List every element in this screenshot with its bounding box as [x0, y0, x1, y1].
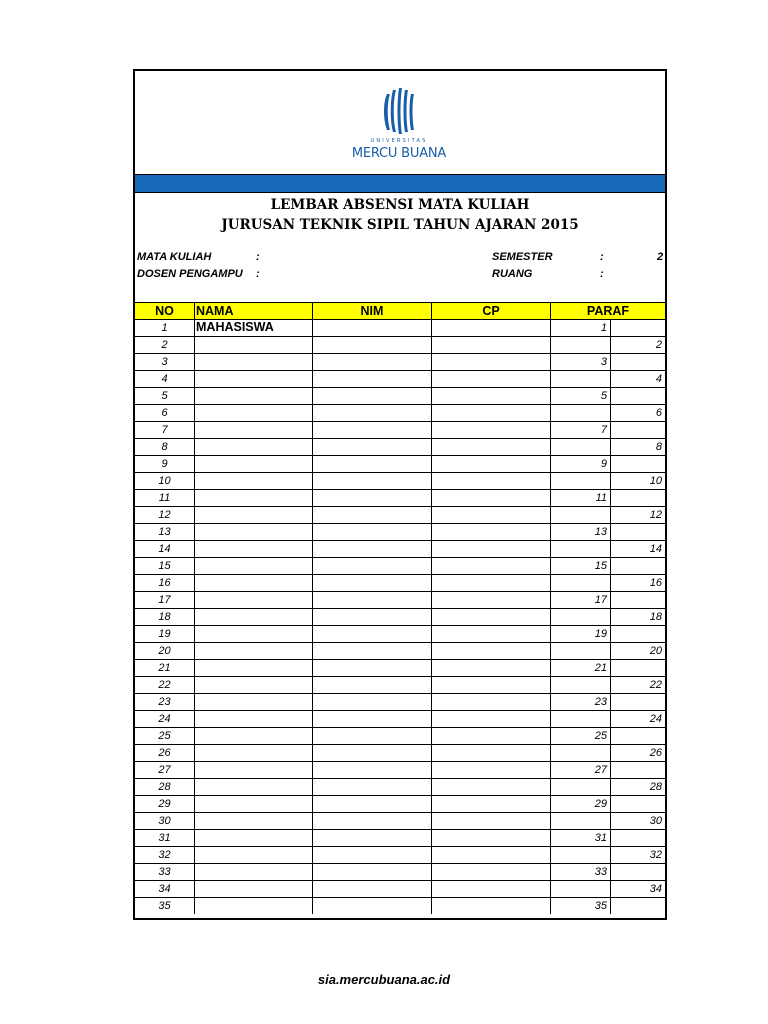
- paraf-right-cell[interactable]: 30: [649, 815, 662, 827]
- cp-cell[interactable]: [432, 422, 551, 438]
- table-row: [135, 541, 665, 558]
- logo-university-label: UNIVERSITAS: [370, 138, 428, 144]
- nim-cell[interactable]: [313, 677, 432, 693]
- paraf-left-cell[interactable]: [551, 439, 611, 455]
- row-number: 33: [135, 864, 195, 880]
- paraf-right-cell[interactable]: 4: [655, 373, 662, 385]
- row-number: 17: [135, 592, 195, 608]
- paraf-right-cell[interactable]: 22: [649, 679, 662, 691]
- paraf-left-cell[interactable]: 33: [551, 864, 611, 880]
- paraf-right-cell[interactable]: [611, 898, 665, 914]
- table-row: [135, 439, 665, 456]
- cp-cell[interactable]: [432, 898, 551, 914]
- paraf-right-cell[interactable]: 16: [649, 577, 662, 589]
- row-number: 30: [135, 813, 195, 829]
- table-row: [135, 626, 665, 643]
- paraf-left-cell[interactable]: 19: [551, 626, 611, 642]
- nama-mahasiswa-cell[interactable]: [195, 388, 313, 404]
- title-block: [135, 195, 665, 235]
- nama-mahasiswa-cell[interactable]: [195, 456, 313, 472]
- semester-label: SEMESTER: [492, 251, 553, 263]
- table-row: [135, 881, 665, 898]
- nama-mahasiswa-cell[interactable]: [195, 796, 313, 812]
- table-row: [135, 643, 665, 660]
- row-number: 13: [135, 524, 195, 540]
- nim-cell[interactable]: [313, 473, 432, 489]
- attendance-sheet: [133, 69, 667, 920]
- paraf-right-cell[interactable]: [611, 592, 665, 608]
- table-row: [135, 473, 665, 490]
- paraf-right-cell[interactable]: [611, 388, 665, 404]
- table-row: [135, 660, 665, 677]
- ruang-colon: :: [600, 268, 604, 280]
- nama-mahasiswa-cell[interactable]: [195, 541, 313, 557]
- semester-colon: :: [600, 251, 604, 263]
- cp-cell[interactable]: [432, 490, 551, 506]
- table-row: [135, 898, 665, 915]
- nim-cell[interactable]: [313, 745, 432, 761]
- paraf-right-cell[interactable]: [611, 558, 665, 574]
- row-number: 15: [135, 558, 195, 574]
- cp-cell[interactable]: [432, 864, 551, 880]
- cp-cell[interactable]: [432, 711, 551, 727]
- paraf-left-cell[interactable]: 35: [551, 898, 611, 914]
- paraf-left-cell[interactable]: 23: [551, 694, 611, 710]
- cp-cell[interactable]: [432, 728, 551, 744]
- nim-cell[interactable]: [313, 320, 432, 336]
- header-paraf: PARAF: [586, 304, 630, 318]
- cp-cell[interactable]: [432, 371, 551, 387]
- table-row: [135, 592, 665, 609]
- nama-mahasiswa-cell[interactable]: [195, 507, 313, 523]
- paraf-right-cell[interactable]: 28: [649, 781, 662, 793]
- paraf-right-cell[interactable]: 20: [649, 645, 662, 657]
- title-line-2: JURUSAN TEKNIK SIPIL TAHUN AJARAN 2015: [221, 217, 579, 233]
- paraf-left-cell[interactable]: [551, 711, 611, 727]
- nim-cell[interactable]: [313, 711, 432, 727]
- paraf-right-cell[interactable]: [611, 490, 665, 506]
- paraf-left-cell[interactable]: 27: [551, 762, 611, 778]
- row-number: 32: [135, 847, 195, 863]
- cp-cell[interactable]: [432, 405, 551, 421]
- cp-cell[interactable]: [432, 779, 551, 795]
- paraf-left-cell[interactable]: 29: [551, 796, 611, 812]
- nama-mahasiswa-cell[interactable]: [195, 864, 313, 880]
- nim-cell[interactable]: [313, 558, 432, 574]
- mata-kuliah-label: MATA KULIAH: [137, 251, 212, 263]
- nim-cell[interactable]: [313, 762, 432, 778]
- nim-cell[interactable]: [313, 830, 432, 846]
- table-row: [135, 864, 665, 881]
- nama-mahasiswa-cell[interactable]: [195, 371, 313, 387]
- row-number: 22: [135, 677, 195, 693]
- table-row: [135, 796, 665, 813]
- nama-mahasiswa-cell[interactable]: [195, 762, 313, 778]
- nim-cell[interactable]: [313, 643, 432, 659]
- nim-cell[interactable]: [313, 388, 432, 404]
- paraf-left-cell[interactable]: 21: [551, 660, 611, 676]
- cp-cell[interactable]: [432, 643, 551, 659]
- table-row: [135, 728, 665, 745]
- row-number: 9: [135, 456, 195, 472]
- row-number: 5: [135, 388, 195, 404]
- nim-cell[interactable]: [313, 592, 432, 608]
- table-row: [135, 609, 665, 626]
- cp-cell[interactable]: [432, 439, 551, 455]
- nama-mahasiswa-cell[interactable]: [195, 337, 313, 353]
- paraf-left-cell[interactable]: 11: [551, 490, 611, 506]
- cp-cell[interactable]: [432, 745, 551, 761]
- paraf-right-cell[interactable]: [611, 524, 665, 540]
- nama-mahasiswa-cell[interactable]: [195, 558, 313, 574]
- nim-cell[interactable]: [313, 456, 432, 472]
- nama-mahasiswa-cell[interactable]: [195, 677, 313, 693]
- table-row: [135, 456, 665, 473]
- paraf-right-cell[interactable]: [611, 728, 665, 744]
- cp-cell[interactable]: [432, 694, 551, 710]
- paraf-right-cell[interactable]: [611, 422, 665, 438]
- nim-cell[interactable]: [313, 626, 432, 642]
- nim-cell[interactable]: [313, 694, 432, 710]
- cp-cell[interactable]: [432, 541, 551, 557]
- paraf-left-cell[interactable]: 7: [551, 422, 611, 438]
- cp-cell[interactable]: [432, 677, 551, 693]
- cp-cell[interactable]: [432, 354, 551, 370]
- paraf-right-cell[interactable]: 2: [655, 339, 662, 351]
- cp-cell[interactable]: [432, 558, 551, 574]
- table-row: [135, 354, 665, 371]
- paraf-right-cell[interactable]: 14: [649, 543, 662, 555]
- cp-cell[interactable]: [432, 830, 551, 846]
- nama-mahasiswa-cell[interactable]: [195, 898, 313, 914]
- table-row: [135, 762, 665, 779]
- paraf-left-cell[interactable]: [551, 779, 611, 795]
- nim-cell[interactable]: [313, 864, 432, 880]
- paraf-right-cell[interactable]: 18: [649, 611, 662, 623]
- row-number: 4: [135, 371, 195, 387]
- paraf-left-cell[interactable]: 25: [551, 728, 611, 744]
- table-row: [135, 745, 665, 762]
- paraf-right-cell[interactable]: [611, 762, 665, 778]
- paraf-left-cell[interactable]: [551, 473, 611, 489]
- row-number: 10: [135, 473, 195, 489]
- table-body: [135, 320, 665, 915]
- footer-url[interactable]: sia.mercubuana.ac.id: [317, 972, 451, 987]
- nama-mahasiswa-cell[interactable]: [195, 575, 313, 591]
- nama-mahasiswa-cell[interactable]: [195, 320, 313, 336]
- cp-cell[interactable]: [432, 575, 551, 591]
- nim-cell[interactable]: [313, 796, 432, 812]
- paraf-left-cell[interactable]: 31: [551, 830, 611, 846]
- row-number: 2: [135, 337, 195, 353]
- paraf-left-cell[interactable]: 9: [551, 456, 611, 472]
- paraf-right-cell[interactable]: [611, 354, 665, 370]
- nama-mahasiswa-cell[interactable]: [195, 694, 313, 710]
- cp-cell[interactable]: [432, 847, 551, 863]
- paraf-right-cell[interactable]: 8: [655, 441, 662, 453]
- nama-mahasiswa-cell[interactable]: [195, 609, 313, 625]
- paraf-right-cell[interactable]: 32: [649, 849, 662, 861]
- table-row: [135, 337, 665, 354]
- paraf-left-cell[interactable]: 13: [551, 524, 611, 540]
- nama-mahasiswa-cell[interactable]: [195, 354, 313, 370]
- paraf-right-cell[interactable]: 34: [649, 883, 662, 895]
- paraf-left-cell[interactable]: 17: [551, 592, 611, 608]
- nama-mahasiswa-cell[interactable]: [195, 728, 313, 744]
- paraf-left-cell[interactable]: 5: [551, 388, 611, 404]
- ruang-label: RUANG: [492, 268, 533, 280]
- table-row: [135, 677, 665, 694]
- logo-area: [135, 71, 665, 174]
- paraf-left-cell[interactable]: 15: [551, 558, 611, 574]
- table-row: [135, 422, 665, 439]
- row-number: 28: [135, 779, 195, 795]
- blue-band: [135, 174, 665, 193]
- nama-mahasiswa-cell[interactable]: [195, 779, 313, 795]
- nama-mahasiswa-cell[interactable]: [195, 405, 313, 421]
- semester-value: 2: [657, 251, 664, 263]
- paraf-right-cell[interactable]: 10: [649, 475, 662, 487]
- paraf-left-cell[interactable]: [551, 813, 611, 829]
- dosen-pengampu-label: DOSEN PENGAMPU: [137, 268, 243, 280]
- nama-mahasiswa-cell[interactable]: [195, 643, 313, 659]
- nama-mahasiswa-cell[interactable]: [195, 439, 313, 455]
- row-number: 8: [135, 439, 195, 455]
- cp-cell[interactable]: [432, 813, 551, 829]
- paraf-left-cell[interactable]: 1: [551, 320, 611, 336]
- paraf-left-cell[interactable]: 3: [551, 354, 611, 370]
- paraf-right-cell[interactable]: 6: [655, 407, 662, 419]
- row-number: 25: [135, 728, 195, 744]
- mercu-buana-logo: [343, 86, 455, 166]
- row-number: 23: [135, 694, 195, 710]
- header-nama-mahasiswa: NAMA MAHASISWA: [195, 303, 313, 319]
- cp-cell[interactable]: [432, 388, 551, 404]
- nim-cell[interactable]: [313, 660, 432, 676]
- nim-cell[interactable]: [313, 422, 432, 438]
- row-number: 3: [135, 354, 195, 370]
- nim-cell[interactable]: [313, 898, 432, 914]
- cp-cell[interactable]: [432, 762, 551, 778]
- paraf-right-cell[interactable]: [611, 456, 665, 472]
- paraf-right-cell[interactable]: [611, 626, 665, 642]
- table-row: [135, 711, 665, 728]
- row-number: 26: [135, 745, 195, 761]
- nim-cell[interactable]: [313, 813, 432, 829]
- logo-university-name: MERCU BUANA: [351, 146, 447, 161]
- paraf-left-cell[interactable]: [551, 881, 611, 897]
- nama-mahasiswa-cell[interactable]: [195, 830, 313, 846]
- table-row: [135, 575, 665, 592]
- table-row: [135, 847, 665, 864]
- paraf-left-cell[interactable]: [551, 643, 611, 659]
- row-number: 29: [135, 796, 195, 812]
- nim-cell[interactable]: [313, 405, 432, 421]
- paraf-left-cell[interactable]: [551, 337, 611, 353]
- cp-cell[interactable]: [432, 507, 551, 523]
- mata-kuliah-colon: :: [256, 251, 260, 263]
- nim-cell[interactable]: [313, 881, 432, 897]
- paraf-right-cell[interactable]: 12: [649, 509, 662, 521]
- cp-cell[interactable]: [432, 320, 551, 336]
- paraf-left-cell[interactable]: [551, 847, 611, 863]
- table-row: [135, 320, 665, 337]
- row-number: 12: [135, 507, 195, 523]
- paraf-right-cell[interactable]: [611, 660, 665, 676]
- paraf-left-cell[interactable]: [551, 677, 611, 693]
- table-row: [135, 779, 665, 796]
- table-row: [135, 490, 665, 507]
- row-number: 19: [135, 626, 195, 642]
- paraf-right-cell[interactable]: 24: [649, 713, 662, 725]
- paraf-right-cell[interactable]: [611, 796, 665, 812]
- cp-cell[interactable]: [432, 796, 551, 812]
- dosen-pengampu-colon: :: [256, 268, 260, 280]
- logo-emblem-icon: [343, 86, 455, 138]
- cp-cell[interactable]: [432, 881, 551, 897]
- cp-cell[interactable]: [432, 592, 551, 608]
- nim-cell[interactable]: [313, 490, 432, 506]
- row-number: 31: [135, 830, 195, 846]
- nama-mahasiswa-cell[interactable]: [195, 711, 313, 727]
- nama-mahasiswa-cell[interactable]: [195, 592, 313, 608]
- row-number: 24: [135, 711, 195, 727]
- row-number: 34: [135, 881, 195, 897]
- paraf-left-cell[interactable]: [551, 575, 611, 591]
- nim-cell[interactable]: [313, 439, 432, 455]
- paraf-right-cell[interactable]: [611, 320, 665, 336]
- row-number: 1: [135, 320, 195, 336]
- table-row: [135, 388, 665, 405]
- paraf-left-cell[interactable]: [551, 745, 611, 761]
- nim-cell[interactable]: [313, 575, 432, 591]
- header-no: NO: [135, 303, 195, 319]
- paraf-left-cell[interactable]: [551, 507, 611, 523]
- row-number: 35: [135, 898, 195, 914]
- table-row: [135, 813, 665, 830]
- nama-mahasiswa-cell[interactable]: [195, 473, 313, 489]
- table-row: [135, 830, 665, 847]
- table-row: [135, 405, 665, 422]
- paraf-left-cell[interactable]: [551, 371, 611, 387]
- row-number: 16: [135, 575, 195, 591]
- nim-cell[interactable]: [313, 779, 432, 795]
- cp-cell[interactable]: [432, 524, 551, 540]
- row-number: 20: [135, 643, 195, 659]
- table-row: [135, 694, 665, 711]
- row-number: 7: [135, 422, 195, 438]
- nama-mahasiswa-cell[interactable]: [195, 490, 313, 506]
- nim-cell[interactable]: [313, 847, 432, 863]
- paraf-right-cell[interactable]: 26: [649, 747, 662, 759]
- cp-cell[interactable]: [432, 337, 551, 353]
- nama-mahasiswa-cell[interactable]: [195, 847, 313, 863]
- title-line-1: LEMBAR ABSENSI MATA KULIAH: [270, 197, 530, 213]
- cp-cell[interactable]: [432, 456, 551, 472]
- paraf-left-cell[interactable]: [551, 405, 611, 421]
- table-row: [135, 524, 665, 541]
- nama-mahasiswa-cell[interactable]: [195, 422, 313, 438]
- table-row: [135, 507, 665, 524]
- table-row: [135, 558, 665, 575]
- paraf-left-cell[interactable]: [551, 541, 611, 557]
- nama-mahasiswa-cell[interactable]: [195, 626, 313, 642]
- header-cp: CP: [432, 303, 551, 319]
- nama-mahasiswa-cell[interactable]: [195, 660, 313, 676]
- nim-cell[interactable]: [313, 728, 432, 744]
- row-number: 21: [135, 660, 195, 676]
- cp-cell[interactable]: [432, 626, 551, 642]
- nim-cell[interactable]: [313, 337, 432, 353]
- nim-cell[interactable]: [313, 371, 432, 387]
- table-header-row: [135, 302, 665, 334]
- cp-cell[interactable]: [432, 609, 551, 625]
- nim-cell[interactable]: [313, 507, 432, 523]
- nama-mahasiswa-cell[interactable]: [195, 745, 313, 761]
- nama-mahasiswa-cell[interactable]: [195, 881, 313, 897]
- nim-cell[interactable]: [313, 354, 432, 370]
- cp-cell[interactable]: [432, 660, 551, 676]
- row-number: 27: [135, 762, 195, 778]
- header-nim: NIM: [313, 303, 432, 319]
- nama-mahasiswa-cell[interactable]: [195, 813, 313, 829]
- row-number: 14: [135, 541, 195, 557]
- paraf-right-cell[interactable]: [611, 830, 665, 846]
- row-number: 18: [135, 609, 195, 625]
- nim-cell[interactable]: [313, 524, 432, 540]
- row-number: 11: [135, 490, 195, 506]
- nim-cell[interactable]: [313, 541, 432, 557]
- table-row: [135, 371, 665, 388]
- paraf-left-cell[interactable]: [551, 609, 611, 625]
- paraf-right-cell[interactable]: [611, 694, 665, 710]
- nama-mahasiswa-cell[interactable]: [195, 524, 313, 540]
- cp-cell[interactable]: [432, 473, 551, 489]
- nim-cell[interactable]: [313, 609, 432, 625]
- row-number: 6: [135, 405, 195, 421]
- paraf-right-cell[interactable]: [611, 864, 665, 880]
